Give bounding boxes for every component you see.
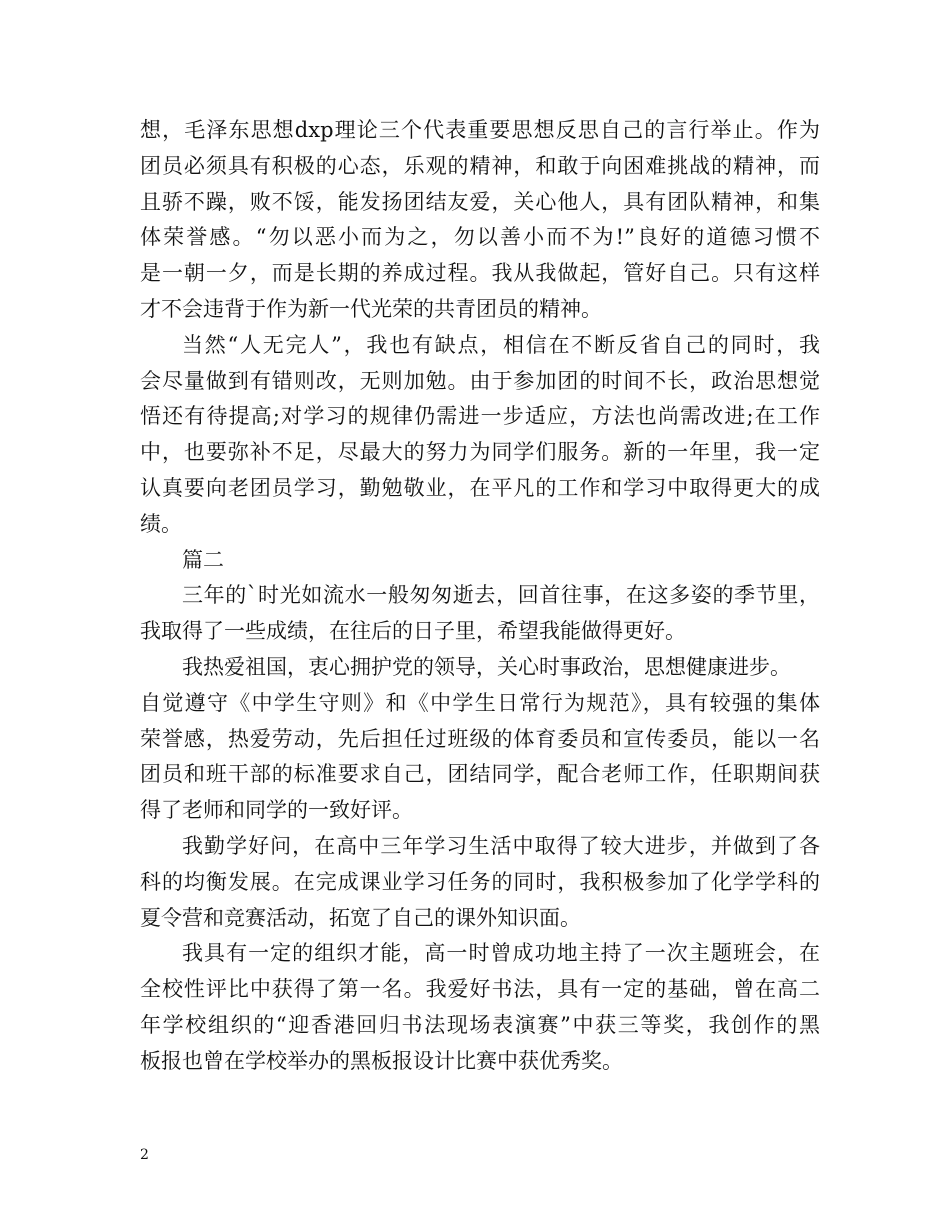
paragraph-first-line: 三年的`时光如流水一般匆匆逝去，回首往事，在这多姿的季节里， — [182, 583, 820, 608]
text-line: 科的均衡发展。在完成课业学习任务的同时，我积极参加了化学学科的 — [140, 869, 820, 894]
text-line: 我取得了一些成绩，在往后的日子里，希望我能做得更好。 — [140, 619, 686, 644]
paragraph-first-line: 我勤学好问，在高中三年学习生活中取得了较大进步，并做到了各 — [182, 833, 820, 858]
text-line: 且骄不躁，败不馁，能发扬团结友爱，关心他人，具有团队精神，和集 — [140, 189, 820, 214]
paragraph-first-line: 我具有一定的组织才能，高一时曾成功地主持了一次主题班会，在 — [182, 941, 820, 966]
text-line: 自觉遵守《中学生守则》和《中学生日常行为规范》，具有较强的集体 — [140, 690, 820, 715]
text-line: 悟还有待提高;对学习的规律仍需进一步适应，方法也尚需改进;在工作 — [140, 404, 820, 429]
text-line: 团员必须具有积极的心态，乐观的精神，和敢于向困难挑战的精神，而 — [140, 153, 820, 178]
body-text — [140, 113, 820, 1080]
text-line: 认真要向老团员学习，勤勉敬业，在平凡的工作和学习中取得更大的成 — [140, 475, 820, 500]
text-line: 体荣誉感。“勿以恶小而为之，勿以善小而不为!”良好的道德习惯不 — [140, 225, 820, 250]
text-line: 夏令营和竞赛活动，拓宽了自己的课外知识面。 — [140, 905, 581, 930]
text-line: 才不会违背于作为新一代光荣的共青团员的精神。 — [140, 296, 602, 321]
paragraph-first-line: 当然“人无完人”，我也有缺点，相信在不断反省自己的同时，我 — [182, 332, 820, 357]
text-line: 绩。 — [140, 511, 182, 536]
text-line: 中，也要弥补不足，尽最大的努力为同学们服务。新的一年里，我一定 — [140, 440, 820, 465]
text-line: 板报也曾在学校举办的黑板报设计比赛中获优秀奖。 — [140, 1048, 623, 1073]
text-line: 会尽量做到有错则改，无则加勉。由于参加团的时间不长，政治思想觉 — [140, 368, 820, 393]
text-line: 荣誉感，热爱劳动，先后担任过班级的体育委员和宣传委员，能以一名 — [140, 726, 820, 751]
text-line: 想，毛泽东思想dxp理论三个代表重要思想反思自己的言行举止。作为 — [140, 118, 820, 142]
paragraph-first-line: 我热爱祖国，衷心拥护党的领导，关心时事政治，思想健康进步。 — [182, 654, 791, 679]
text-line: 全校性评比中获得了第一名。我爱好书法，具有一定的基础，曾在高二 — [140, 977, 820, 1002]
text-line: 团员和班干部的标准要求自己，团结同学，配合老师工作，任职期间获 — [140, 762, 820, 787]
text-line: 是一朝一夕，而是长期的养成过程。我从我做起，管好自己。只有这样 — [140, 261, 820, 286]
page-number: 2 — [140, 1147, 149, 1163]
text-line: 年学校组织的“迎香港回归书法现场表演赛”中获三等奖，我创作的黑 — [140, 1012, 820, 1037]
section-heading: 篇二 — [182, 547, 224, 572]
text-line: 得了老师和同学的一致好评。 — [140, 798, 413, 823]
